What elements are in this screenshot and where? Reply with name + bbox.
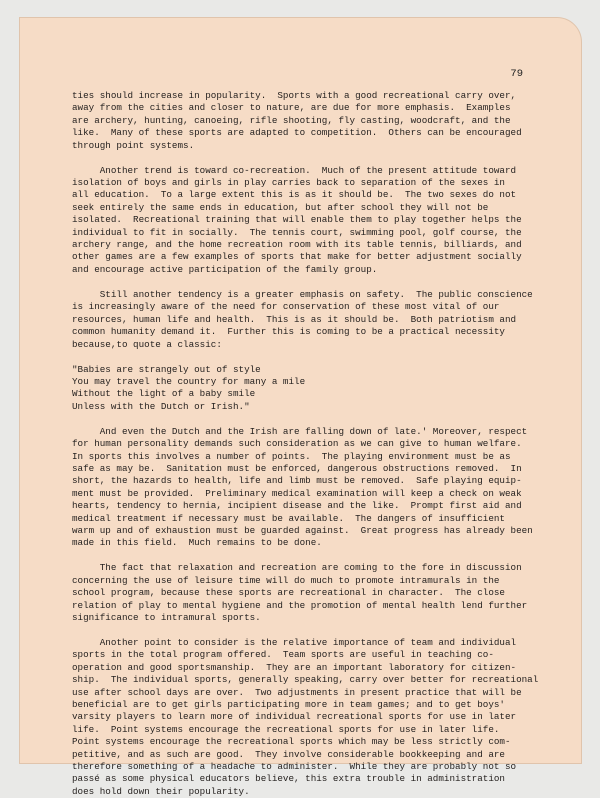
text-line: And even the Dutch and the Irish are falling down of late.' Moreover, respect [72, 425, 528, 437]
text-line: other games are a few examples of sports that make for better adjustment socially [72, 251, 522, 263]
text-line: ties should increase in popularity. Sports with a good recreational carry over, [72, 90, 517, 101]
text-line: is increasingly aware of the need for conservation of these most vital of our [72, 301, 500, 313]
text-line: like. Many of these sports are adapted to competition. Others can be encouraged [72, 127, 522, 139]
text-line: varsity players to learn more of individual recreational sports for use in later [72, 711, 517, 723]
text-line: because,to quote a classic: [72, 338, 222, 350]
text-line: Point systems encourage the recreational sports which may be less strictly com- [72, 736, 511, 748]
text-line: use after school days are over. Two adjustments in present practice that will be [72, 686, 522, 698]
text-line: all education. To a large extent this is as it should be. The two sexes do not [72, 189, 517, 201]
paragraph [72, 289, 572, 351]
text-line: isolated. Recreational training that will enable them to play together helps the [72, 214, 522, 226]
text-line: does hold down their popularity. [72, 785, 250, 797]
text-line: seek entirely the same ends in education, but after school they will not be [72, 201, 489, 213]
text-line: operation and good sportsmanship. They are an important laboratory for citizen- [72, 661, 517, 673]
poem-line: Without the light of a baby smile [72, 388, 256, 400]
text-line: life. Point systems encourage the recreational sports for use in later life. [72, 723, 500, 735]
text-line: concerning the use of leisure time will do much to promote intramurals in the [72, 574, 500, 586]
text-line: significance to intramural sports. [72, 612, 261, 623]
text-line: beneficial are to get girls participating more in team games; and to get boys' [72, 699, 505, 711]
text-line: and encourage active participation of the family group. [72, 263, 378, 275]
poem-line: Unless with the Dutch or Irish." [72, 400, 250, 412]
poem-line: "Babies are strangely out of style [72, 363, 261, 375]
text-line: individual to fit in socially. The tennis court, swimming pool, golf course, the [72, 226, 522, 238]
text-line: short, the hazards to health, life and limb must be removed. Safe playing equip- [72, 475, 522, 487]
text-line: medical treatment if necessary must be available. The dangers of insufficient [72, 512, 505, 524]
text-line: isolation of boys and girls in play carries back to separation of the sexes in [72, 177, 505, 189]
paragraph [72, 562, 572, 624]
poem-line: You may travel the country for many a mile [72, 375, 306, 387]
text-line: archery range, and the home recreation room with its table tennis, billiards, and [72, 239, 522, 251]
text-line: made in this field. Much remains to be done. [72, 537, 322, 549]
text-line: hearts, tendency to hernia, incipient disease and the like. Prompt first aid and [72, 500, 522, 512]
text-line: ship. The individual sports, generally speaking, carry over better for recreational [72, 674, 539, 686]
text-line: safe as may be. Sanitation must be enforced, dangerous obstructions removed. In [72, 462, 522, 474]
text-line: for human personality demands such consideration as we can give to human welfare. [72, 438, 522, 450]
text-line: petitive, and as such are good. They involve considerable bookkeeping and are [72, 748, 505, 760]
text-line: away from the cities and closer to nature, are due for more emphasis. Examples [72, 102, 511, 114]
text-line: ment must be provided. Preliminary medical examination will keep a check on weak [72, 487, 522, 499]
text-line: passé as some physical educators believe, this extra trouble in administration [72, 773, 505, 785]
text-line: through point systems. [72, 139, 195, 151]
text-line: resources, human life and health. This is as it should be. Both patriotism and [72, 313, 517, 325]
text-line: are archery, hunting, canoeing, rifle shooting, fly casting, woodcraft, and the [72, 114, 511, 126]
text-line: therefore something of a headache to administer. While they are probably not so [72, 761, 517, 773]
text-line: relation of play to mental hygiene and the promotion of mental health lend further [72, 599, 528, 611]
text-line: Another point to consider is the relative importance of team and individual [72, 637, 517, 648]
paragraph [72, 426, 572, 550]
text-line: common humanity demand it. Further this is coming to be a practical necessity [72, 326, 505, 338]
paragraph [72, 637, 572, 798]
text-line: In sports this involves a number of points. The playing environment must be as [72, 450, 511, 462]
page-number: 79 [510, 68, 523, 80]
paragraph [72, 165, 572, 277]
text-line: Another trend is toward co-recreation. Much of the present attitude toward [72, 164, 517, 176]
body-text [72, 90, 572, 798]
paragraph [72, 90, 572, 152]
poem-quote [72, 364, 572, 414]
document-page [20, 18, 581, 797]
text-line: sports in the total program offered. Team sports are useful in teaching co- [72, 649, 494, 661]
text-line: Still another tendency is a greater emphasis on safety. The public conscience [72, 288, 533, 300]
text-line: warm up and of exhaustion must be guarded against. Great progress has already been [72, 524, 533, 536]
text-line: The fact that relaxation and recreation are coming to the fore in discussion [72, 562, 522, 574]
text-line: school program, because these sports are recreational in character. The close [72, 587, 505, 599]
